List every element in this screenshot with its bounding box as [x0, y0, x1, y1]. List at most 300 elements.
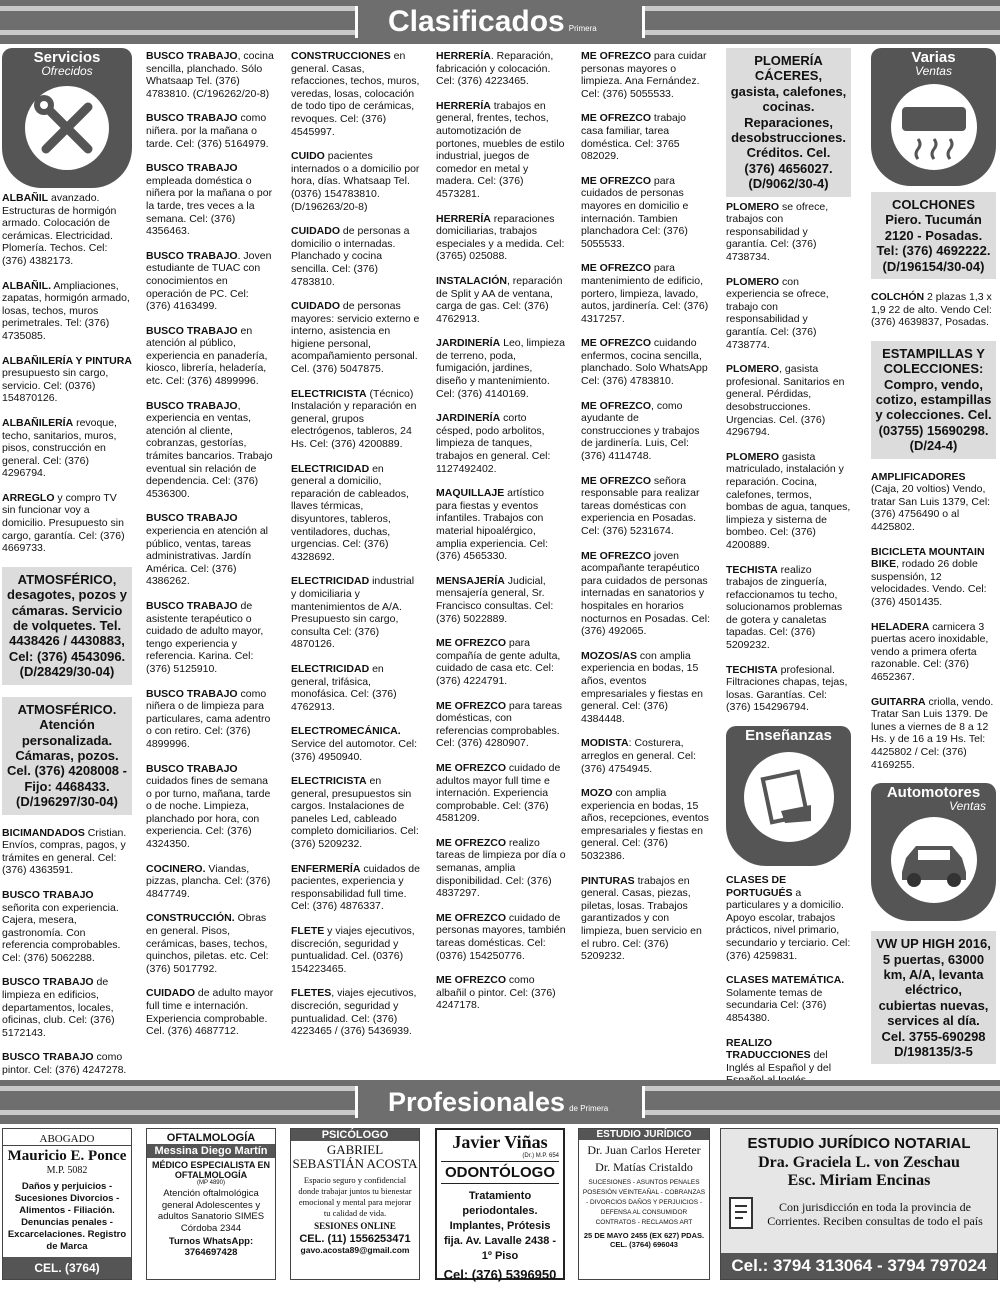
classified-ad — [146, 112, 276, 150]
ad-heading: BUSCO TRABAJO — [146, 249, 238, 262]
pro3-kind: PSICÓLOGO — [291, 1129, 419, 1141]
ad-text: Viandas, pizzas, plancha. Cel: (376) 4847749. — [146, 862, 271, 900]
profesionales-title — [355, 1086, 645, 1118]
ad-heading: PLOMERO — [726, 275, 780, 288]
ad-text: como niñera o de limpieza para particulares, cama adentro o con retiro. Cel: (376) 4899996. — [146, 687, 271, 750]
ad-heading: BICIMANDADOS — [2, 826, 85, 839]
ad-text: profesional. Filtraciones chapas, tejas, losas. Garantías. Cel: (376) 154296794. — [726, 663, 848, 714]
classified-ad — [726, 874, 851, 962]
ad-text: joven acompañante terapéutico para cuidados de personas internadas en sanatorios y hospitales en horarios nocturnos en Posadas. Cel: (376) 492065. — [581, 549, 710, 638]
vw-up-box: VW UP HIGH 2016, 5 puertas, 63000 km, A/A, levanta eléctrico, cubiertas nuevas, services al día. Cel. 3755-690298 D/198135/3-5 — [871, 931, 996, 1064]
classified-ad — [871, 471, 996, 534]
clasificados-title — [355, 6, 645, 38]
column-5 — [581, 50, 711, 975]
classified-ad — [436, 700, 566, 750]
pro6-name1: Dra. Graciela L. von Zeschau — [758, 1154, 960, 1171]
ad-heading: ME OFREZCO — [436, 699, 506, 712]
ad-text: realizo trabajos de zinguería, refaccionamos tu techo, solucionamos problemas de gotera y canaletas tapadas. Cel: (376) 5209232. — [726, 563, 843, 652]
column-1 — [2, 48, 132, 1089]
classified-ad — [436, 337, 566, 400]
classified-ad — [146, 250, 276, 313]
ad-heading: ALBAÑILERÍA Y PINTURA — [2, 354, 132, 367]
ad-text: en general, trifásica, monofásica. Cel: (376) 4762913. — [291, 662, 397, 713]
ad-text: criolla, vendo. Tratar San Luis 1379. De lunes a viernes de 8 a 12 Hs. y de 16 a 19 Hs. Tel: 4425802 / Cel: (376) 4169255. — [871, 695, 994, 771]
ad-text: (Técnico) Instalación y reparación en general, grupos electrógenos, tableros, 24 Hs. Cel: (376) 4200889. — [291, 387, 417, 451]
ad-text: artístico para fiestas y eventos infantiles. Trabajos con material hipoalérgico, amplia experiencia. Cel: (376) 4565330. — [436, 487, 549, 563]
classified-ad — [2, 976, 132, 1039]
ad-text: cuidados fines de semana o por turno, mañana, tarde o de noche. Limpieza, planchado por hora, con experiencia. Cel: (376) 4324350. — [146, 775, 271, 851]
ad-text: se ofrece, trabajos con responsabilidad y garantía. Cel: (376) 4738734. — [726, 200, 829, 264]
document-scale-icon — [727, 1196, 759, 1232]
ad-text: trabajos en general. Casas, piezas, piletas, losas. Trabajos garantizados y con limpieza, buen servicio en el rubro. Cel: (376) 5209232. — [581, 874, 702, 963]
pro6-phone: Cel.: 3794 313064 - 3794 797024 — [721, 1253, 997, 1279]
ad-heading: ELECTRICIDAD — [291, 462, 370, 475]
classified-ad — [146, 987, 276, 1037]
ad-heading: JARDINERÍA — [436, 412, 501, 425]
classified-ad — [581, 400, 711, 463]
ad-text: (Caja, 20 voltios) Vendo, tratar San Luis 1379, Cel: (376) 4756490 o al 4425802. — [871, 483, 991, 534]
ad-heading: ME OFREZCO — [581, 262, 651, 275]
classified-ad — [146, 763, 276, 851]
ad-heading: HERRERÍA — [436, 50, 491, 62]
servicios-sub: Ofrecidos — [41, 63, 93, 78]
ad-heading: INSTALACIÓN — [436, 274, 507, 287]
classified-ad — [436, 762, 566, 825]
ad-heading: ELECTROMECÁNICA. — [291, 725, 401, 738]
header-title-text: Clasificados — [388, 5, 565, 38]
classified-ad — [871, 291, 996, 329]
ad-text: como albañil o pintor. Cel: (376) 4247178. — [436, 974, 556, 1012]
classified-ad — [436, 974, 566, 1012]
ad-text: para cuidar personas mayores o limpieza. Ana Fernández. Cel: (376) 5055533. — [581, 50, 707, 100]
classified-ad — [436, 50, 566, 88]
ad-text: de personas mayores: servicio externo e interno, asistencia en higiene personal, acompañamiento personal. Cel. (376) 5047875. — [291, 300, 420, 376]
ad-text: gasista matriculado, instalación y reparación. Cocina, calefones, termos, bombas de agua, tanques, limpieza y sisterna de bombeo. Cel: (376) 4200889. — [726, 450, 851, 551]
ad-text: Service del automotor. Cel: (376) 4950940. — [291, 737, 418, 763]
pro1-lines: Daños y perjuicios - Sucesiones Divorcios - Alimentos - Filiación. Denuncias penales - Excarcelaciones. Registro de Marca — [7, 1181, 127, 1252]
ad-text: con amplia experiencia en bodas, 15 años, recepciones, eventos empresariales y fiestas en general. Cel: (376) 5032386. — [581, 787, 709, 863]
ad-text: y viajes ejecutivos, discreción, seguridad y puntualidad. Cel. (0376) 154223465. — [291, 925, 415, 975]
ad-text: para tareas domésticas, con referencias comprobables. Cel: (376) 4280907. — [436, 699, 563, 750]
ad-heading: PLOMERO — [726, 200, 780, 213]
clasificados-header — [0, 0, 1000, 44]
ad-heading: ME OFREZCO — [436, 974, 506, 987]
classified-ad — [581, 650, 711, 726]
ad-heading: ELECTRICISTA — [291, 387, 367, 400]
classified-ad — [436, 487, 566, 563]
header-sub: Primera — [568, 24, 597, 33]
ad-heading: ME OFREZCO — [581, 337, 651, 350]
estampillas-box: ESTAMPILLAS Y COLECCIONES: Compro, vendo, cotizo, estampillas y colecciones. Cel. (03755) 15690298. (D/24-4) — [871, 341, 996, 459]
pro3-extra: SESIONES ONLINE — [314, 1221, 396, 1231]
ad-heading: CUIDADO — [146, 987, 195, 1000]
classified-ad — [291, 663, 421, 713]
classified-ad — [581, 112, 711, 162]
classified-ad — [291, 987, 421, 1037]
ad-heading: TECHISTA — [726, 663, 778, 676]
pro3-lines: Espacio seguro y confidencial donde trabajar juntos tu bienestar emocional y mental para mejorar tu calidad de vida. — [298, 1175, 412, 1218]
classified-ad — [726, 974, 851, 1024]
ad-text: 2 plazas 1,3 x 1,9 22 de alto. Vendo Cel: (376) 4639837, Posadas. — [871, 291, 992, 329]
ad-heading: BUSCO TRABAJO — [146, 324, 238, 337]
pro2-spec: MÉDICO ESPECIALISTA EN OFTALMOLOGÍA — [151, 1160, 270, 1180]
classified-ad — [2, 1051, 132, 1076]
classified-ad — [146, 162, 276, 238]
ensenanzas-title: Enseñanzas — [745, 727, 832, 745]
ad-text: revoque, techo, sanitarios, muros, pisos, construcción en general. Cel: (376) 4296794. — [2, 416, 117, 480]
pro4-kind: ODONTÓLOGO — [441, 1161, 559, 1184]
classified-ad — [726, 276, 851, 352]
ad-heading: CUIDO — [291, 150, 325, 163]
classified-ad — [581, 262, 711, 325]
ad-text: y compro TV sin funcionar voy a domicilio. Presupuesto sin cargo, garantía. Cel: (376) 4669733. — [2, 491, 125, 555]
ad-text: de limpieza en edificios, departamentos, locales, oficinas, club. Cel: (376) 5172143. — [2, 976, 115, 1039]
classified-ad — [146, 688, 276, 751]
atmosferico-box-2: ATMOSFÉRICO. Atención personalizada. Cámaras, pozos. Cel. (376) 4208008 - Fijo: 4468433. (D/196297/30-04) — [2, 697, 132, 815]
pro1-name: Mauricio E. Ponce — [7, 1148, 127, 1164]
pro3-name: GABRIEL SEBASTIÁN ACOSTA — [292, 1142, 418, 1171]
ad-heading: PLOMERO — [726, 450, 780, 463]
classified-ad — [581, 175, 711, 251]
classified-ad — [291, 925, 421, 975]
ad-heading: ELECTRICISTA — [291, 775, 367, 788]
ad-heading: MODISTA — [581, 737, 629, 750]
ad-text: , como ayudante de construcciones y trabajos de jardinería. Luis, Cel: (376) 4114748. — [581, 399, 700, 463]
ad-text: Obras en general. Pisos, cerámicas, bases, techos, quinchos, piletas. etc. Cel: (376) 5017792. — [146, 912, 269, 975]
classified-ad — [2, 355, 132, 405]
classified-ad — [726, 201, 851, 264]
ad-heading: COLCHÓN — [871, 291, 925, 304]
classified-ad — [291, 575, 421, 651]
ad-text: como niñera. por la mañana o tarde. Cel: (376) 5164979. — [146, 112, 269, 150]
ad-heading: CUIDADO — [291, 225, 340, 238]
ad-text: cuidados de pacientes, experiencia y responsabilidad full time. Cel: (376) 4876337. — [291, 862, 420, 913]
pro5-phone: CEL. (3764) 696043 — [610, 1240, 678, 1249]
ad-text: como pintor. Cel: (376) 4247278. — [2, 1051, 127, 1077]
classified-ad — [146, 50, 276, 100]
pro4-name: Javier Viñas — [452, 1132, 548, 1152]
ad-text: , rodado 26 doble suspensión, 12 velocidades. Vendo. Cel: (376) 4501435. — [871, 558, 987, 608]
automotores-badge — [871, 783, 996, 921]
ad-heading: HERRERÍA — [436, 99, 491, 112]
ad-heading: TECHISTA — [726, 563, 778, 576]
ad-text: Judicial, mensajería general, Sr. Francisco consultas. Cel: (376) 5022889. — [436, 574, 554, 625]
pro4-phone: Cel: (376) 5396950 — [443, 1267, 557, 1282]
classified-ad — [2, 827, 132, 877]
pro2-name: Messina Diego Martín — [147, 1144, 275, 1158]
ad-heading: HERRERÍA — [436, 212, 491, 225]
column-7 — [871, 48, 996, 1076]
ad-heading: ELECTRICIDAD — [291, 575, 370, 588]
ad-text: trabajo casa familiar, tarea doméstica. Cel: 3765 082029. — [581, 112, 687, 163]
ad-heading: GUITARRA — [871, 695, 926, 708]
classified-ad — [2, 889, 132, 965]
ad-text: cuidando enfermos, cocina sencilla, planchado. Solo WhatsApp Cel: (376) 4783810. — [581, 337, 708, 388]
classified-ad — [291, 725, 421, 763]
pro2-mp: (MP 4890) — [197, 1180, 225, 1186]
pro3-email: gavo.acosta89@gmail.com — [300, 1245, 410, 1255]
pro2-phone: Turnos WhatsApp: 3764697428 — [168, 1236, 254, 1258]
classified-ad — [291, 150, 421, 213]
varias-badge — [871, 48, 996, 186]
ad-heading: ME OFREZCO — [581, 549, 651, 562]
ad-text: avanzado. Estructuras de hormigón armado. Colocación de cerámicas. Electricidad. Plomería. Techos. Cel: (376) 4382173. — [2, 192, 117, 267]
ad-text: Cristian. Envíos, compras, pagos, y trámites en general. Cel: (376) 4363591. — [2, 826, 127, 877]
ad-heading: JARDINERÍA — [436, 337, 501, 350]
pro-ad-oftalmologia — [146, 1128, 276, 1280]
classified-ad — [291, 863, 421, 913]
classified-ad — [146, 912, 276, 975]
ad-text: realizo tareas de limpieza por día o semanas, amplia disponibilidad. Cel: (376) 4837297. — [436, 836, 566, 900]
ad-text: con experiencia se ofrece, trabajo con responsabilidad y garantía. Cel: (376) 4738774. — [726, 275, 829, 351]
classified-ad — [2, 492, 132, 555]
classified-ad — [726, 363, 851, 439]
ad-text: carnicera 3 puertas acero inoxidable, vendo a primera oferta razonable. Cel: (376) 4652367. — [871, 620, 989, 683]
ad-heading: CUIDADO — [291, 300, 340, 313]
ad-text: , gasista profesional. Sanitarios en general. Pérdidas, desobstrucciones. Urgencias. Cel. (376) 4296794. — [726, 363, 845, 439]
pro4-head — [437, 1132, 563, 1159]
classified-ad — [871, 696, 996, 772]
ad-heading: BUSCO TRABAJO — [146, 399, 238, 412]
pro-ad-psicologo — [290, 1128, 420, 1280]
classified-ad — [146, 600, 276, 676]
pro5-name2: Dr. Matías Cristaldo — [595, 1160, 693, 1174]
classified-ad — [146, 512, 276, 588]
ad-heading: BUSCO TRABAJO — [146, 762, 238, 775]
ad-heading: ME OFREZCO — [436, 836, 506, 849]
ad-text: . Joven estudiante de TUAC con conocimientos en operación de PC. Cel: (376) 4163499. — [146, 249, 272, 313]
profesionales-sub: de Primera — [569, 1104, 609, 1113]
ad-text: para mantenimiento de edificio, portero, limpieza, lavado, autos, jardinería. Cel: (376) 4317257. — [581, 262, 709, 325]
profesionales-header — [0, 1080, 1000, 1124]
ad-heading: BUSCO TRABAJO — [2, 888, 94, 901]
profesionales-title-text: Profesionales — [388, 1087, 566, 1117]
tools-icon — [22, 83, 112, 173]
column-2 — [146, 50, 276, 1050]
ad-text: trabajos en general, frentes, techos, automotización de portones, muebles de estilo industrial, juegos de comedor en metal y madera. Cel: (376) 4573281. — [436, 99, 565, 200]
pro-ad-estudio-juridico — [578, 1128, 710, 1280]
ensenanzas-badge — [726, 726, 851, 866]
ad-heading: BUSCO TRABAJO — [146, 599, 238, 612]
ad-text: del Inglés al Español y del — [726, 1049, 832, 1074]
atmosferico-box-1: ATMOSFÉRICO, desagotes, pozos y cámaras. Servicio de volquetes. Tel. 4438426 / 4430883, Cel: (376) 4543096. (D/28429/30-04) — [2, 567, 132, 685]
classified-ad — [436, 275, 566, 325]
ad-text: para compañía de gente adulta, cuidado de casa etc. Cel: (376) 4224791. — [436, 637, 561, 687]
classified-ad — [436, 837, 566, 900]
ad-text: de asistente terapéutico o cuidado de adulto mayor, tengo experiencia y referencia. Karina. Cel: (376) 5125910. — [146, 599, 264, 675]
classified-ad — [2, 417, 132, 480]
ad-heading: CLASES MATEMÁTICA. — [726, 974, 845, 987]
ad-text: señorita con experiencia. Cajera, mesera, gastronomía. Con referencia comprobables. Cel: (376) 5062288. — [2, 901, 121, 964]
ad-heading: ME OFREZCO — [581, 112, 651, 125]
pro5-name1: Dr. Juan Carlos Hereter — [587, 1143, 701, 1157]
colchones-box: COLCHONES Piero. Tucumán 2120 - Posadas. Tel: (376) 4692222. (D/196154/30-04) — [871, 192, 996, 279]
classified-ad — [581, 50, 711, 100]
ad-heading: ME OFREZCO — [436, 761, 506, 774]
ad-text: Solamente temas de secundaria Cel: (376) 4854380. — [726, 986, 827, 1024]
classified-ad — [581, 337, 711, 387]
classified-ad — [291, 300, 421, 376]
automotores-title: Automotores — [886, 784, 981, 802]
ad-heading: BUSCO TRABAJO — [2, 1051, 94, 1064]
ad-text: experiencia en atención al público, ventas, tareas administrativas. Jardín América. Cel: (376) 4386262. — [146, 525, 269, 588]
car-icon — [888, 814, 980, 906]
ad-text: empleada doméstica o niñera por la mañana o por la tarde, tres veces a la semana. Cel: (376) 4356463. — [146, 174, 273, 238]
plomeria-box: PLOMERÍA CÁCERES, gasista, calefones, cocinas. Reparaciones, desobstrucciones. Créditos. Cel. (376) 4656027. (D/9062/30-4) — [726, 48, 851, 197]
ad-heading: BUSCO TRABAJO — [146, 162, 238, 175]
ad-text: corto césped, podo arbolitos, limpieza de tanques, trabajos en general. Cel: 1127492402. — [436, 412, 551, 475]
pro-ad-odontologo — [435, 1128, 565, 1280]
pro5-lines: SUCESIONES - ASUNTOS PENALES POSESIÓN VEINTEAÑAL - COBRANZAS - DIVORCIOS DAÑOS Y PERJUICIOS - DEFENSA AL CONSUMIDOR CONTRATOS - RECLAMOS ART — [582, 1179, 706, 1226]
classified-ad — [146, 863, 276, 901]
ad-heading: MAQUILLAJE — [436, 487, 505, 500]
classified-ad — [726, 451, 851, 552]
ad-heading: BUSCO TRABAJO — [2, 976, 94, 989]
servicios-title: Servicios — [33, 49, 101, 66]
pro6-kind: ESTUDIO JURÍDICO NOTARIAL — [747, 1135, 971, 1152]
ad-text: reparaciones domiciliarias, trabajos especiales y a medida. Cel: (3765) 025088. — [436, 212, 565, 263]
pro5-kind: ESTUDIO JURÍDICO — [579, 1129, 709, 1140]
ad-text: : Costurera, arreglos en general. Cel: (376) 4754945. — [581, 737, 696, 775]
pro1-kind: ABOGADO — [3, 1133, 131, 1146]
ad-heading: HELADERA — [871, 620, 930, 633]
ad-heading: ME OFREZCO — [581, 174, 651, 187]
classified-ad — [2, 280, 132, 343]
teaching-icon — [741, 749, 837, 845]
ad-heading: ME OFREZCO — [436, 637, 506, 650]
pro3-phone: CEL. (11) 1556253471 — [299, 1233, 411, 1245]
ad-text: , reparación de Split y AA de ventana, carga de gas. Cel: (376) 4762913. — [436, 274, 563, 325]
ad-text: de personas a domicilio o internadas. Planchado y cocina sencilla. Cel: (376) 4783810. — [291, 225, 410, 288]
ad-heading: BUSCO TRABAJO — [146, 50, 238, 62]
ad-text: a particulares y a domicilio. Apoyo escolar, trabajos prácticos, nivel primario, secundario y terciario. Cel: (376) 4259831. — [726, 886, 851, 962]
pro1-mp: M.P. 5082 — [46, 1165, 88, 1176]
ad-text: para cuidados de personas mayores en domicilio e internación. Tambien planchadora Cel: (376) 5055533. — [581, 174, 689, 250]
ad-heading: ELECTRICIDAD — [291, 662, 370, 675]
classified-ad — [726, 564, 851, 652]
ad-heading: CONSTRUCCIONES — [291, 50, 391, 62]
ad-text: presupuesto sin cargo, servicio. Cel: (0376) 154870126. — [2, 367, 109, 405]
ad-text: señora responsable para realizar tareas domésticas con experiencia en Posadas. Cel: (376) 5231674. — [581, 474, 700, 537]
classified-ad — [871, 621, 996, 684]
pro6-body — [721, 1190, 997, 1232]
ad-heading: BUSCO TRABAJO — [146, 512, 238, 525]
ad-heading: AMPLIFICADORES — [871, 470, 966, 483]
ad-heading: ME OFREZCO — [581, 399, 651, 412]
ad-text: industrial y domiciliaria y mantenimientos de A/A. Presupuesto sin cargo, consulta Cel: (376) 4870126. — [291, 575, 415, 651]
varias-sub: Ventas — [915, 63, 952, 78]
ad-heading: MENSAJERÍA — [436, 574, 505, 587]
automotores-sub: Ventas — [949, 798, 986, 813]
ad-heading: ALBAÑIL — [2, 192, 49, 204]
ad-text: en general. Casas, refacciones, techos, muros, veredas, losas, colocación de todo tipo de cerámicas, revoques. Cel: (376) 4545997. — [291, 50, 420, 138]
ad-text: en atención al público, experiencia en panadería, kiosco, librería, heladería, etc. Cel: (376) 4899996. — [146, 324, 268, 388]
ad-text: pacientes internados o a domicilio por hora, días. Whatsaap Tel. (0376) 154783810. (D/196263/20-8) — [291, 150, 420, 213]
classified-ad — [146, 325, 276, 388]
ad-heading: CLASES DE PORTUGUÉS — [726, 874, 793, 899]
ad-text: cuidado de adultos mayor full time e internación. Experiencia comprobable. Cel: (376) 4581209. — [436, 761, 561, 825]
classified-ad — [291, 50, 421, 138]
pro6-name2: Esc. Miriam Encinas — [787, 1172, 931, 1189]
pro1-phone: CEL. (3764) 154668181 — [3, 1257, 131, 1279]
ad-heading: BUSCO TRABAJO — [146, 687, 238, 700]
servicios-badge — [2, 48, 132, 188]
classified-ad — [436, 412, 566, 475]
ad-heading: ALBAÑIL. — [2, 279, 51, 292]
ad-text: Leo, limpieza de terreno, poda, fumigación, jardines, diseño y mantenimiento. Cel: (376) 4140169. — [436, 337, 565, 400]
column-6 — [726, 48, 851, 1124]
ad-heading: COCINERO. — [146, 862, 206, 875]
pro2-lines: Atención oftalmológica general Adolescentes y adultos Sanatorio SIMES Córdoba 2344 — [157, 1188, 265, 1234]
ad-heading: ME OFREZCO — [581, 50, 651, 62]
classified-ad — [436, 575, 566, 625]
ad-heading: ME OFREZCO — [436, 911, 506, 924]
column-4 — [436, 50, 566, 1024]
classified-ad — [2, 192, 132, 268]
ad-heading: FLETES — [291, 987, 332, 1000]
ad-heading: ALBAÑILERÍA — [2, 416, 74, 429]
ad-heading: ARREGLO — [2, 491, 55, 504]
ad-heading: FLETE — [291, 925, 325, 938]
ad-text: cuidado de personas mayores, también tareas domésticas. Cel: (0376) 154250776. — [436, 911, 566, 962]
classified-ad — [581, 475, 711, 538]
ad-text: de adulto mayor full time e internación. Experiencia comprobable. Cel. (376) 4687712. — [146, 987, 274, 1038]
classified-ad — [436, 213, 566, 263]
classified-ad — [581, 787, 711, 863]
ad-text: en general a domicilio, reparación de cableados, llaves térmicas, disyuntores, tableros, ventiladores, duchas, urgencias. Cel: (376) 4328692. — [291, 462, 409, 563]
ad-heading: ME OFREZCO — [581, 474, 651, 487]
pro5-address: 25 DE MAYO 2455 (EX 627) PDAS. — [583, 1231, 705, 1240]
column-3 — [291, 50, 421, 1050]
ad-text: . Reparación, fabricación y colocación. Cel: (376) 4223465. — [436, 50, 554, 88]
ad-text: Ampliaciones, zapatas, hormigón armado, losas, techos, muros perimetrales. Tel: (376) 4735085. — [2, 279, 130, 342]
classified-ad — [436, 637, 566, 687]
pro4-mp: (Dr.) M.P. 654 — [522, 1153, 559, 1159]
classified-ad — [581, 737, 711, 775]
varias-title: Varias — [911, 49, 956, 66]
classified-ad — [436, 100, 566, 201]
ad-heading: BICICLETA MOUNTAIN BIKE — [871, 545, 985, 571]
ad-heading: PLOMERO — [726, 363, 780, 376]
ad-heading: PINTURAS — [581, 874, 635, 887]
classified-ad — [871, 546, 996, 609]
ad-heading: BUSCO TRABAJO — [146, 112, 238, 125]
ad-text: en general, presupuestos sin cargos. Instalaciones de paneles Led, cableado completo domiciliarios. Cel: (376) 5209232. — [291, 775, 419, 851]
classified-ad — [291, 463, 421, 564]
pro-ad-estudio-notarial — [720, 1128, 998, 1280]
ad-heading: MOZO — [581, 787, 613, 800]
classified-ad — [726, 664, 851, 714]
ad-heading: MOZOS/AS — [581, 649, 638, 662]
pro-ad-abogado — [2, 1128, 132, 1297]
ad-heading: CONSTRUCCIÓN. — [146, 912, 235, 925]
air-conditioner-icon — [888, 81, 980, 173]
ad-text: con amplia experiencia en bodas, 15 años, eventos empresariales y fiestas en general. Cel: (376) 4384448. — [581, 649, 703, 725]
ad-text: , cocina sencilla, planchado. Sólo Whatsaap Tel. (376) 4783810. (C/196262/20-8) — [146, 50, 274, 100]
classified-ad — [291, 225, 421, 288]
classified-ad — [291, 775, 421, 851]
pro2-kind: OFTALMOLOGÍA — [166, 1132, 256, 1144]
ad-heading: ENFERMERÍA — [291, 862, 361, 875]
classified-ad — [581, 875, 711, 963]
ad-text: , experiencia en ventas, atención al cliente, cobranzas, gestorías, trámites bancarios. Trabajo eventual sin relación de dependencia. Cel: (376) 4536300. — [146, 399, 273, 500]
classified-ad — [581, 550, 711, 638]
pro4-lines: Tratamiento periodontales. Implantes, Prótesis fija. Av. Lavalle 2438 - 1º Piso — [443, 1190, 557, 1262]
ad-text: , viajes ejecutivos, discreción, seguridad y puntualidad. Cel: (376) 4223465 / (376) 5436939. — [291, 987, 417, 1038]
classified-ad — [436, 912, 566, 962]
classified-ad — [291, 388, 421, 451]
ad-heading: REALIZO TRADUCCIONES — [726, 1036, 811, 1062]
